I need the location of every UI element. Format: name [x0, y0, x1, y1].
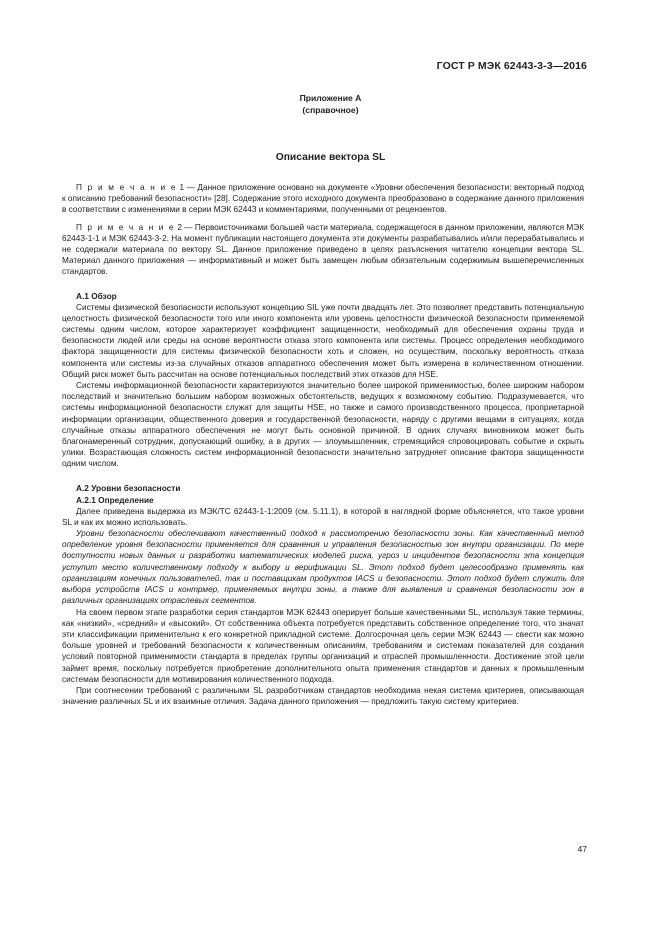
note-1-text: 1 — Данное приложение основано на документе «Уровни обеспечения безопасности: векторный подход к описанию требований безопасности» [28]. Содержание этого исходного документа преобразовано в содержание данного приложения в соответствии с изменениями в серии МЭК 62443 и комментариями, полученными от рецензентов.	[62, 183, 584, 215]
document-code: ГОСТ Р МЭК 62443-3-3—2016	[436, 60, 587, 72]
page-number: 47	[577, 844, 587, 854]
heading-a21: А.2.1 Определение	[76, 494, 154, 505]
paragraph-a1-1: Системы физической безопасности используют концепцию SIL уже почти двадцать лет. Это позволяет представить потенциальную целостность физической безопасности того или иного компонента или уровень целостности физической безопасности применяемой системы одним числом, которое характеризует коэффициент защищенности, необходимый для обеспечения охраны труда и безопасности людей или среды на основе вероятности отказа этого компонента или системы. Процесс определения необходимого фактора защищенности для системы физической безопасности хоть и сложен, но осуществим, поскольку вероятность отказа компонента или системы из-за случайных отказов аппаратного обеспечения может быть измерена в количественном отношении. Общий риск может быть рассчитан на основе потенциальных последствий этих отказов для HSE.	[62, 302, 584, 379]
paragraph-a1-2: Системы информационной безопасности характеризуются значительно более широкой применимостью, более широким набором последствий и значительно большим набором возможных обстоятельств, ведущих к возможному событию. Подразумевается, что системы информационной безопасности служат для защиты HSE, но также и самого производственного процесса, проприетарной информации организации, общественного доверия и государственной безопасности, наряду с другими вещами в ситуациях, когда случайные отказы аппаратного обеспечения не могут быть основной причиной. В одних случаях виновником может быть благонамеренный сотрудник, допускающий ошибку, а в других — злоумышленник, стремящийся спровоцировать событие и скрыть улики. Возрастающая сложность систем информационной безопасности значительно затрудняет описание фактора защищенности одним числом.	[62, 381, 584, 469]
section-title: Описание вектора SL	[275, 152, 386, 163]
note-2-label: П р и м е ч а н и е	[76, 222, 176, 232]
note-1	[62, 182, 584, 216]
note-2-text: 2 — Первоисточниками большей части материала, содержащегося в данном приложении, являются МЭК 62443-1-1 и МЭК 62443-3-2. На момент публикации настоящего документа эти документы разрабатывались и/или перерабатывались и не содержали материала по вектору SL. Данное приложение приведено в целях разъяснения читателю концепции вектора SL. Материал данного приложения — информативный и может быть замещен любым обязательным содержимым вышеперечисленных стандартов.	[62, 222, 584, 277]
heading-a2: А.2 Уровни безопасности	[76, 482, 181, 493]
paragraph-a2-3: При соотнесении требований с различными SL разработчикам стандартов необходима некая система критериев, описывающая значение различных SL и их взаимные отличия. Задача данного приложения — предложить такую систему критериев.	[62, 685, 584, 707]
note-2	[62, 222, 584, 278]
heading-a1: А.1 Обзор	[76, 290, 117, 301]
note-1-label: П р и м е ч а н и е	[76, 183, 178, 192]
paragraph-a2-1: Далее приведена выдержка из МЭК/ТС 62443-1-1:2009 (см. 5.11.1), в которой в наглядной форме объясняется, что такое уровни SL и как их можно использовать.	[62, 506, 584, 527]
document-body	[62, 182, 584, 707]
annex-title: Приложение А	[299, 93, 362, 103]
annex-subtitle: (справочное)	[302, 105, 359, 115]
quote-paragraph: Уровни безопасности обеспечивают качественный подход к рассмотрению безопасности зоны. Как качественный метод определение уровня безопасности применяется для сравнения и управления безопасностью зон внутри организации. По мере доступности новых данных и разработки математических моделей риска, угроз и инцидентов безопасности эта концепция уступит место количественному подходу к выбору и верификации SL. Этот подход будет целесообразно применять как организациям конечных пользователей, так и поставщикам продуктов IACS и безопасности. Этот подход будет служить для выбора устройств IACS и контрмер, применяемых внутри зоны, а также для выявления и сравнения безопасности зон в различных организациях отраслевых сегментов.	[62, 529, 584, 606]
annex-heading	[0, 92, 661, 116]
paragraph-a2-2: На своем первом этапе разработки серия стандартов МЭК 62443 оперирует больше качественными SL, используя такие термины, как «низкий», «средний» и «высокий». От собственника объекта потребуется представить собственное определение того, что значат эти классификации применительно к его конкретной прикладной системе. Долгосрочная цель серии МЭК 62443 — свести как можно больше уровней и требований безопасности к количественным описаниям, требованиям и системам показателей для создания условий повторной применимости стандарта в пределах группы организаций и отраслей промышленности. Достижение этой цели займет время, поскольку потребуется приобретение дополнительного опыта применения стандартов и данных к промышленным системам безопасности для мотивирования количественного подхода.	[62, 607, 584, 684]
